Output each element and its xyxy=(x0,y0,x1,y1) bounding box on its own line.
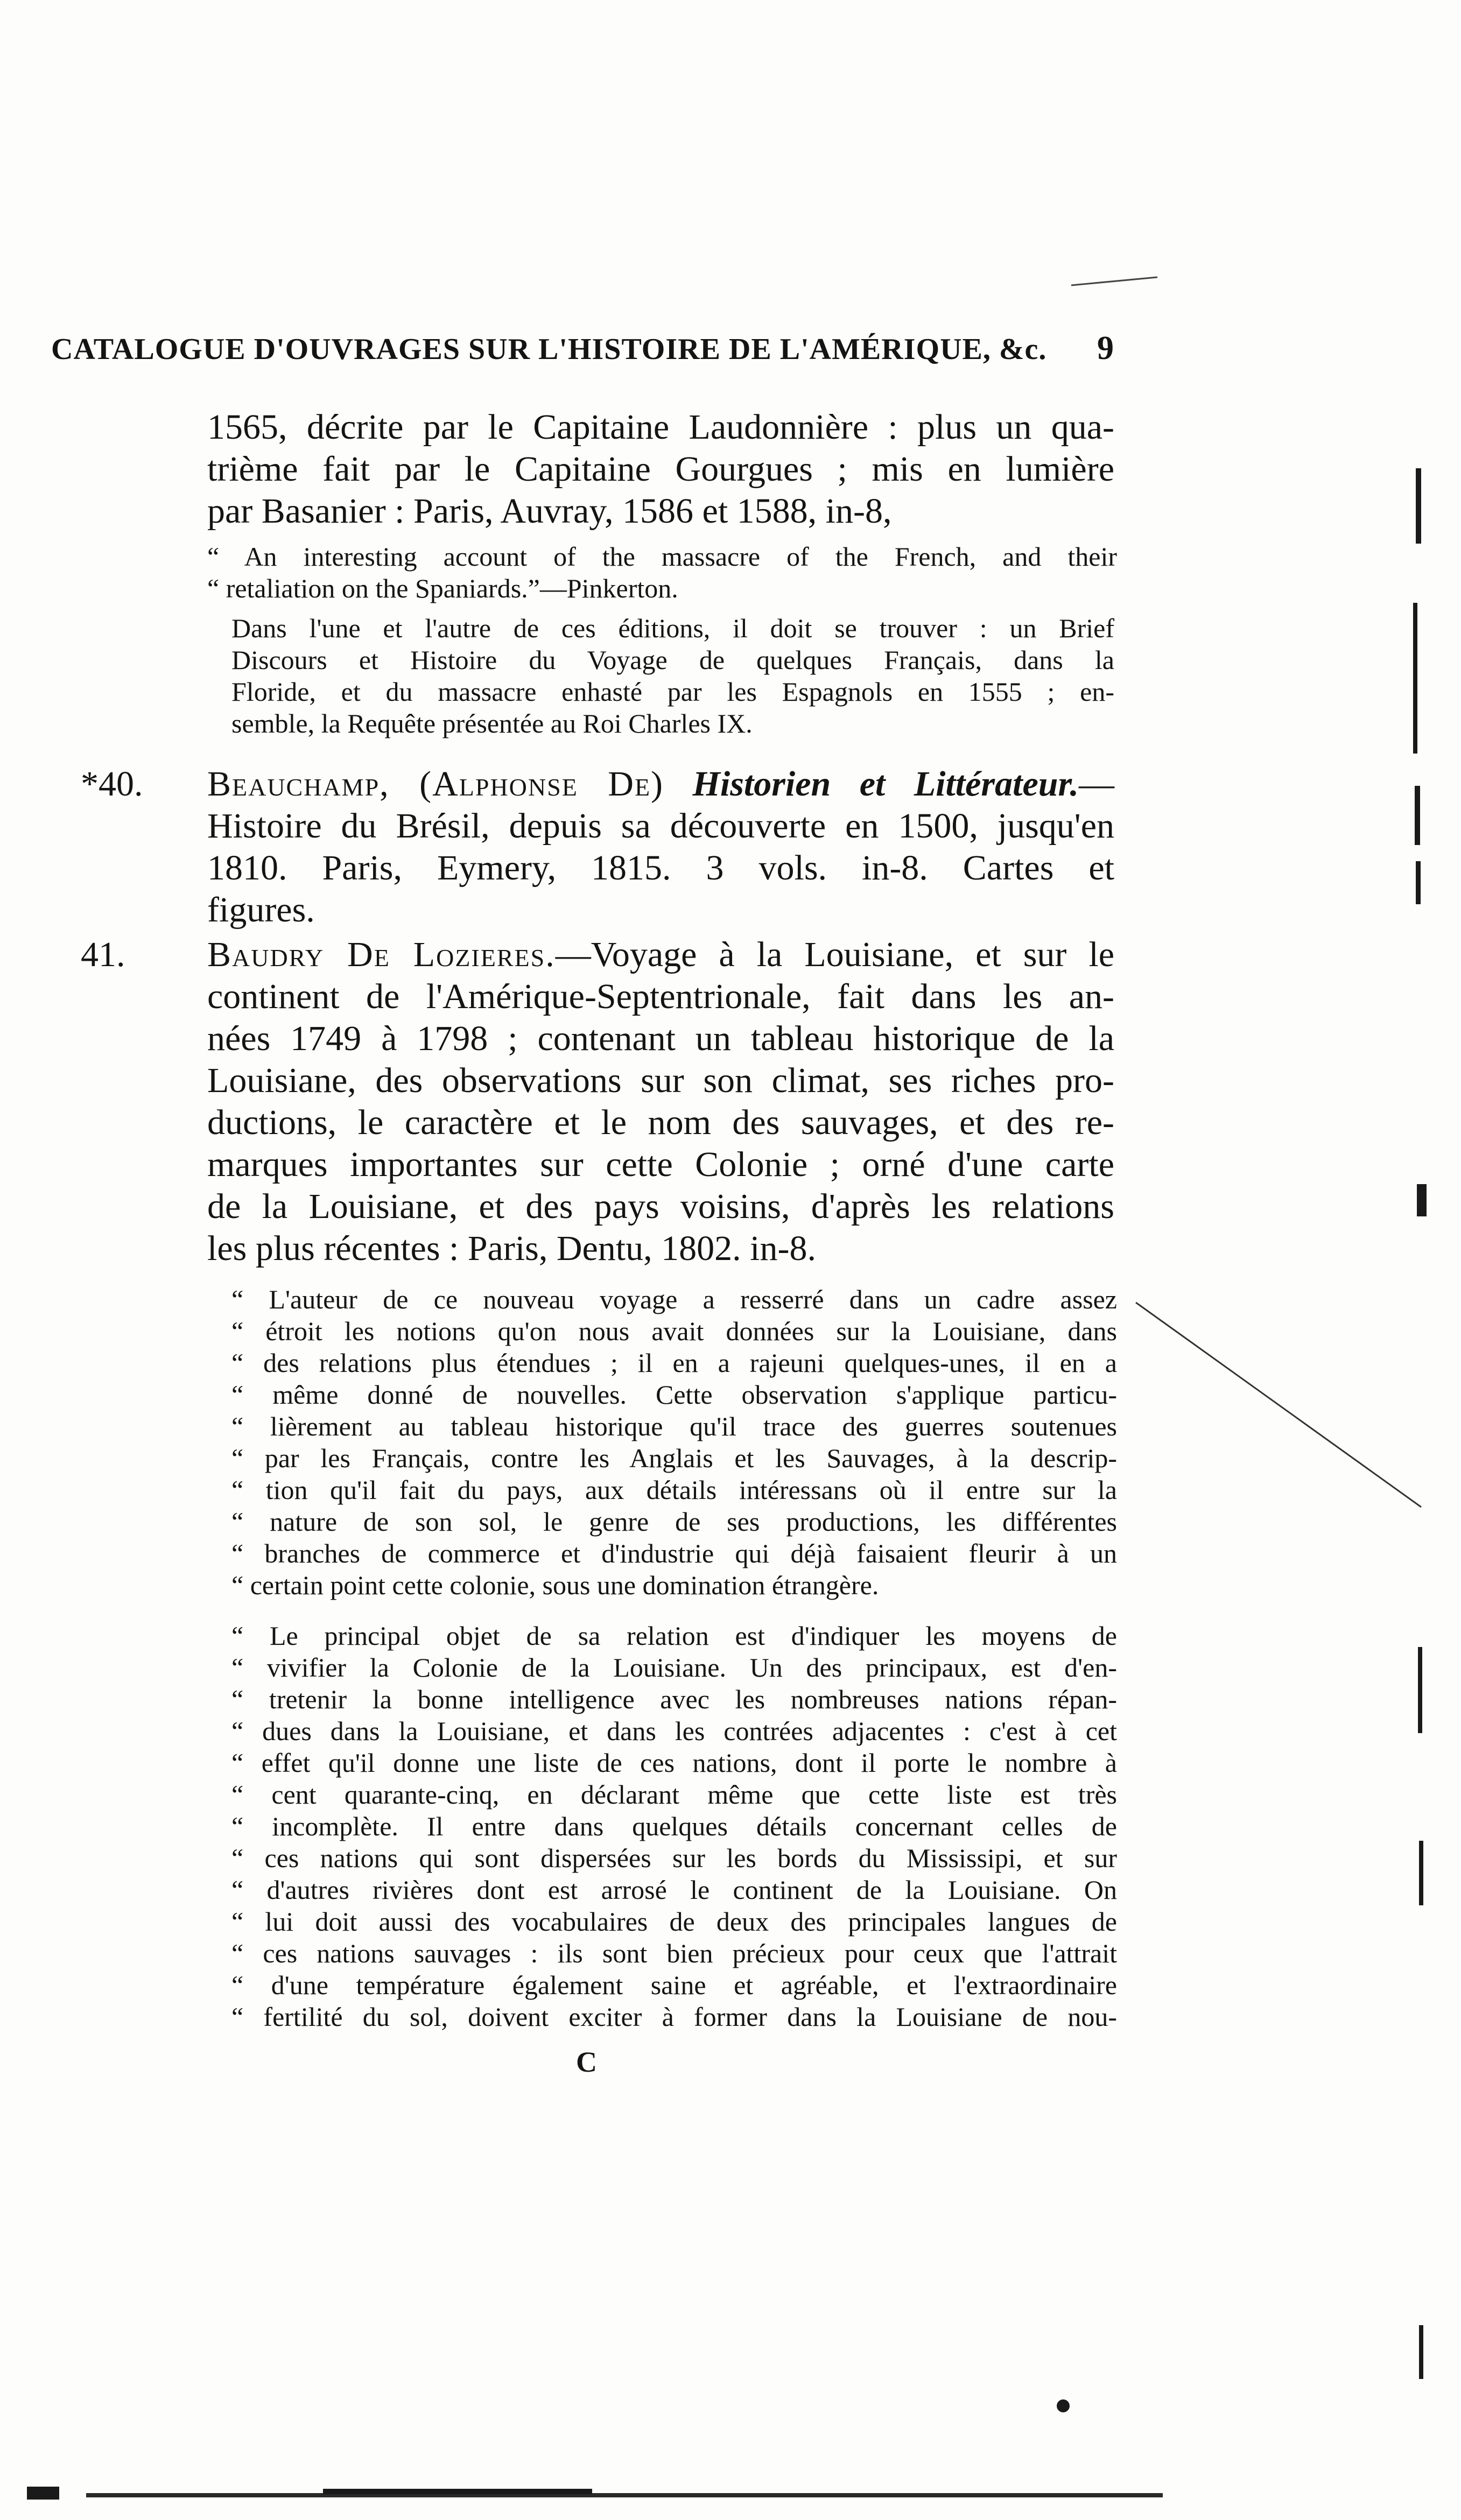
note-line: “ nature de son sol, le genre de ses productions, les différentes xyxy=(231,1507,1117,1537)
entry-line: continent de l'Amérique-Septentrionale, fait dans les an- xyxy=(207,977,1114,1016)
note-line: “ cent quarante-cinq, en déclarant même que cette liste est très xyxy=(231,1779,1117,1810)
entry-line: figures. xyxy=(207,890,315,930)
note-line: “ ces nations qui sont dispersées sur les bords du Mississipi, et sur xyxy=(231,1843,1117,1873)
note-line: “ retaliation on the Spaniards.”—Pinkerton. xyxy=(207,573,678,603)
note-line: “ L'auteur de ce nouveau voyage a resserré dans un cadre assez xyxy=(231,1284,1117,1314)
note-line: semble, la Requête présentée au Roi Charles IX. xyxy=(231,708,753,738)
entry-line: 1810. Paris, Eymery, 1815. 3 vols. in-8. Cartes et xyxy=(207,848,1114,888)
note-line: “ des relations plus étendues ; il en a rajeuni quelques-unes, il en a xyxy=(231,1348,1117,1378)
note-line: Floride, et du massacre enhasté par les Espagnols en 1555 ; en- xyxy=(231,677,1114,707)
entry-line: Histoire du Brésil, depuis sa découverte en 1500, jusqu'en xyxy=(207,806,1114,846)
note-line: “ vivifier la Colonie de la Louisiane. Un des principaux, est d'en- xyxy=(231,1652,1117,1683)
note-line: Discours et Histoire du Voyage de quelques Français, dans la xyxy=(231,645,1114,675)
entry-line: de la Louisiane, et des pays voisins, d'après les relations xyxy=(207,1187,1114,1226)
entry-line: nées 1749 à 1798 ; contenant un tableau historique de la xyxy=(207,1019,1114,1058)
entry-line: marques importantes sur cette Colonie ; orné d'une carte xyxy=(207,1145,1114,1184)
note-line: “ lièrement au tableau historique qu'il trace des guerres soutenues xyxy=(231,1411,1117,1441)
entry-line: les plus récentes : Paris, Dentu, 1802. in-8. xyxy=(207,1229,816,1268)
note-line: “ Le principal objet de sa relation est d'indiquer les moyens de xyxy=(231,1621,1117,1651)
entry-author: Baudry De Lozieres. xyxy=(207,935,556,974)
entry-line: ductions, le caractère et le nom des sauvages, et des re- xyxy=(207,1103,1114,1142)
note-line: “ lui doit aussi des vocabulaires de deux des principales langues de xyxy=(231,1906,1117,1937)
note-line: “ ces nations sauvages : ils sont bien précieux pour ceux que l'attrait xyxy=(231,1938,1117,1968)
text-line: 1565, décrite par le Capitaine Laudonnière : plus un qua- xyxy=(207,407,1114,447)
catalogue-entry-40: *40. Beauchamp, (Alphonse De) Historien et Littérateur.— Histoire du Brésil, depuis sa découverte en 1500, jusqu'en 1810. Paris, Eymery, 1815. 3 vols. in-8. Cartes et figures. xyxy=(207,763,1114,931)
note-line: “ étroit les notions qu'on nous avait données sur la Louisiane, dans xyxy=(231,1316,1117,1346)
text-line: trième fait par le Capitaine Gourgues ; mis en lumière xyxy=(207,449,1114,489)
note-line: Dans l'une et l'autre de ces éditions, il doit se trouver : un Brief xyxy=(231,613,1114,643)
note-line: “ fertilité du sol, doivent exciter à former dans la Louisiane de nou- xyxy=(231,2002,1117,2032)
entry-number: *40. xyxy=(81,764,143,804)
note-line: “ An interesting account of the massacre of the French, and their xyxy=(207,541,1117,572)
note-line: “ incomplète. Il entre dans quelques détails concernant celles de xyxy=(231,1811,1117,1841)
text-line: par Basanier : Paris, Auvray, 1586 et 1588, in-8, xyxy=(207,491,892,531)
note-line: “ tion qu'il fait du pays, aux détails intéressans où il entre sur la xyxy=(231,1475,1117,1505)
note-line: “ d'autres rivières dont est arrosé le continent de la Louisiane. On xyxy=(231,1875,1117,1905)
signature-mark: C xyxy=(576,2046,597,2078)
note-line: “ d'une température également saine et agréable, et l'extraordinaire xyxy=(231,1970,1117,2000)
entry-title-start: —Voyage à la Louisiane, et sur le xyxy=(555,935,1114,974)
running-title: CATALOGUE D'OUVRAGES SUR L'HISTOIRE DE L'AMÉRIQUE, &c. xyxy=(51,333,1047,366)
entry-line: Louisiane, des observations sur son climat, ses riches pro- xyxy=(207,1061,1114,1100)
note-line: “ même donné de nouvelles. Cette observation s'applique particu- xyxy=(231,1379,1117,1410)
note-line: “ effet qu'il donne une liste de ces nations, dont il porte le nombre à xyxy=(231,1748,1117,1778)
note-line: “ certain point cette colonie, sous une domination étrangère. xyxy=(231,1570,879,1600)
entry-author-role: Historien et Littérateur. xyxy=(692,764,1079,804)
entry-number: 41. xyxy=(81,935,125,974)
note-line: “ par les Français, contre les Anglais et les Sauvages, à la descrip- xyxy=(231,1443,1117,1473)
entry-author: Beauchamp, (Alphonse De) xyxy=(207,764,664,804)
note-line: “ tretenir la bonne intelligence avec les nombreuses nations répan- xyxy=(231,1684,1117,1714)
note-line: “ branches de commerce et d'industrie qui déjà faisaient fleurir à un xyxy=(231,1538,1117,1568)
page-number: 9 xyxy=(1097,330,1114,367)
note-line: “ dues dans la Louisiane, et dans les contrées adjacentes : c'est à cet xyxy=(231,1716,1117,1746)
